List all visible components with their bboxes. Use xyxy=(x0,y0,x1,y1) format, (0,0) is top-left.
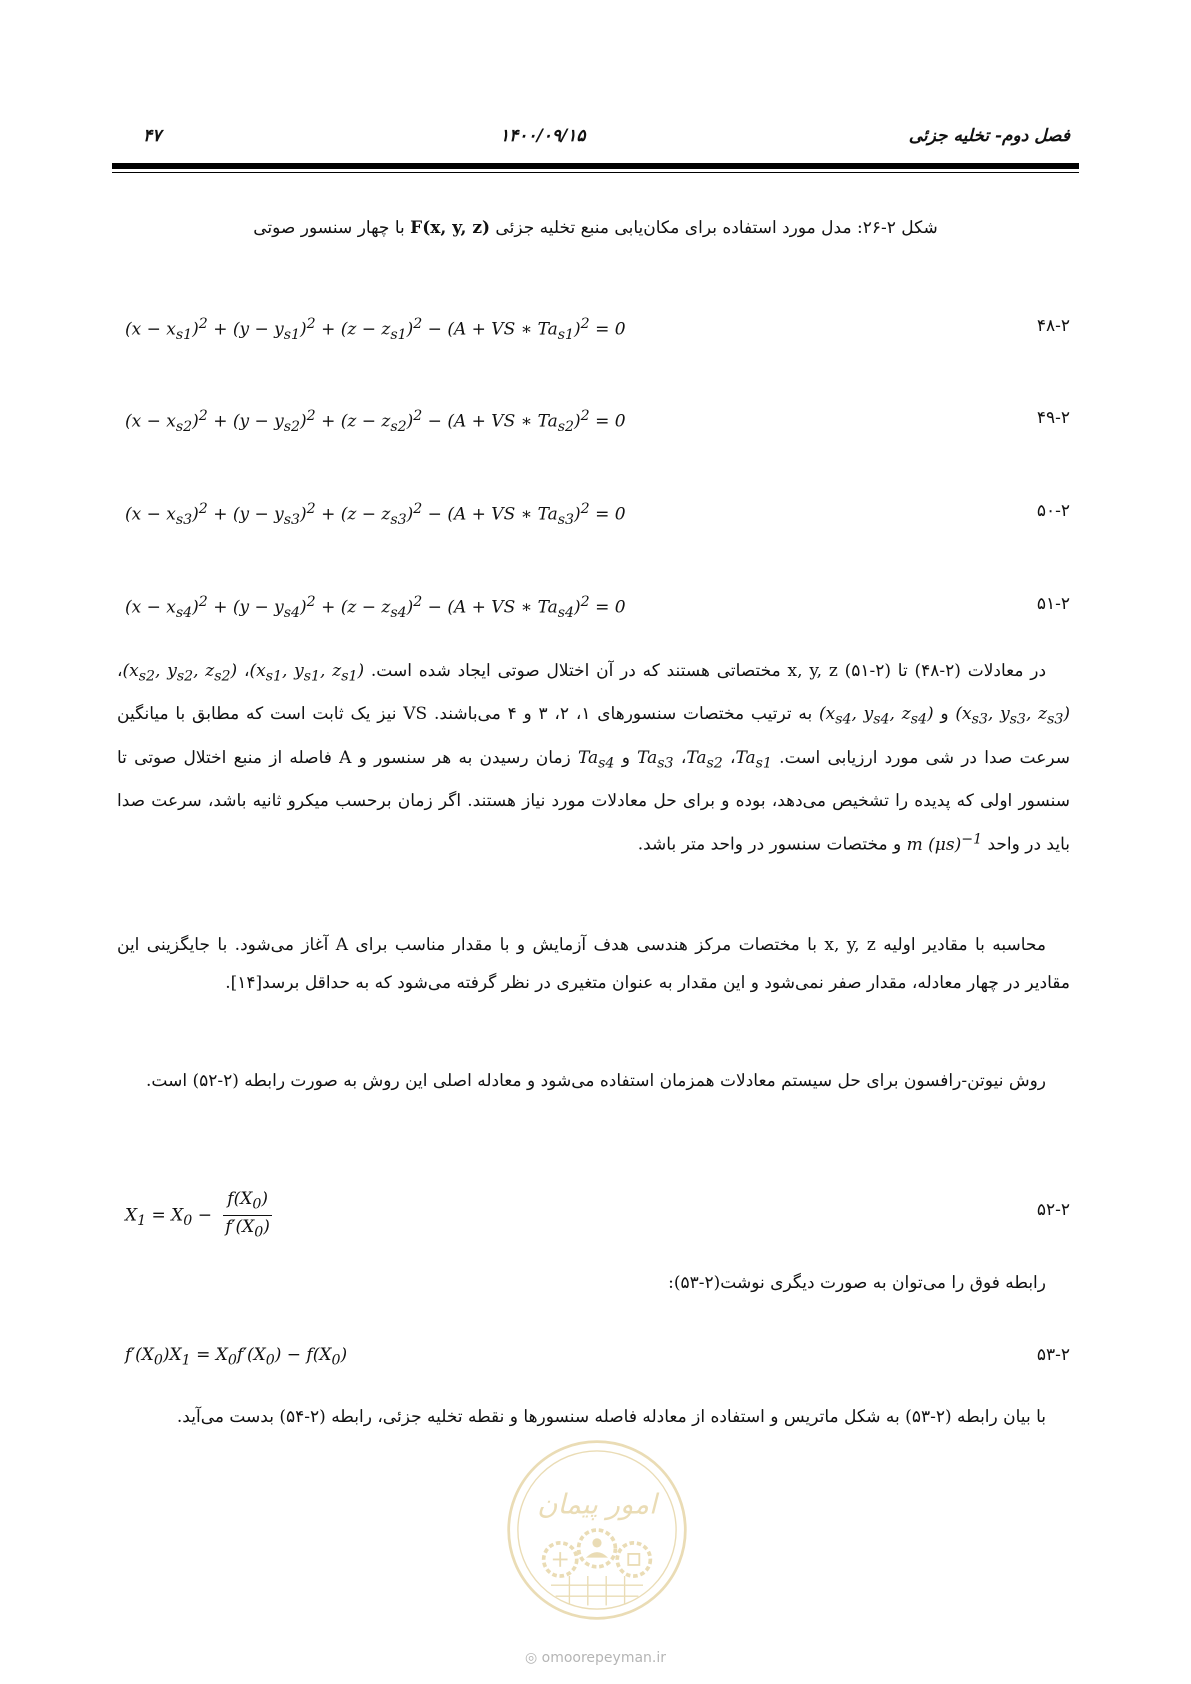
paragraph-4: رابطه فوق را می‌توان به صورت دیگری نوشت(۲-۵۳): xyxy=(668,1273,1046,1293)
paragraph-2: محاسبه با مقادیر اولیه x, y, z با مختصات مرکز هندسی هدف آزمایش و با مقدار مناسب برای A آغاز می‌شود. با جایگزینی این مقادیر در چهار معادله، مقدار صفر نمی‌شود و این مقدار به عنوان متغیری در نظر گرفته می‌شود که به حداقل برسد[۱۴]. xyxy=(117,935,1070,993)
paragraph-5: با بیان رابطه (۲-۵۳) به شکل ماتریس و استفاده از معادله فاصله سنسورها و نقطه تخلیه جزئی، رابطه (۲-۵۴) بدست می‌آید. xyxy=(176,1407,1046,1427)
p1-coord-s3: ($x_{s3}$, $y_{s3}$, $z_{s3}$) xyxy=(955,704,1071,728)
p1-unit: m $(\mu s)^{-1}$ xyxy=(906,831,983,855)
equation-48 xyxy=(125,316,1070,346)
watermark-site-text: omoorepeyman.ir xyxy=(541,1650,667,1666)
equation-51-number: ۵۱-۲ xyxy=(1036,594,1070,614)
p1-ta-s3: $Ta_{s3}$ xyxy=(637,747,674,772)
p1-coord-s4: ($x_{s4}$, $y_{s4}$, $z_{s4}$) xyxy=(818,704,934,728)
p1-sep-3: ، xyxy=(722,747,736,768)
p1-xyz: x, y, z xyxy=(787,661,838,681)
equation-53-number: ۵۳-۲ xyxy=(1036,1345,1070,1365)
equation-51 xyxy=(125,594,1070,624)
equation-50-math: $(x - x_{s3})^2 + (y - y_{s3})^2 + (z - z_{s3})^2 - (A$ + VS ∗ $Ta_{s3})^2 = 0$ xyxy=(125,501,626,529)
watermark-site: ◎ omoorepeyman.ir xyxy=(524,1650,667,1666)
paragraph-1 xyxy=(117,652,1070,864)
p1-ta-s1: $Ta_{s1}$ xyxy=(735,747,772,772)
p1-text-g: به ترتیب مختصات سنسورهای ۱، ۲، ۳ و ۴ می‌باشند. VS نیز یک ثابت است که مطابق با میانگین سرعت صدا در شی مورد ارزیابی است. xyxy=(117,704,1071,768)
equation-49-math: $(x - x_{s2})^2 + (y - y_{s2})^2 + (z - z_{s2})^2 - (A$ + VS ∗ $Ta_{s2})^2 = 0$ xyxy=(125,408,626,436)
caption-function: F(x, y, z) xyxy=(410,218,491,238)
header-rule-thin xyxy=(112,172,1079,173)
header-rule-thick xyxy=(112,163,1079,169)
equation-52-number: ۵۲-۲ xyxy=(1036,1200,1070,1220)
equation-50-number: ۵۰-۲ xyxy=(1036,501,1070,521)
equation-53 xyxy=(125,1345,1070,1375)
equation-52 xyxy=(125,1188,1070,1240)
equation-52-fraction: $\frac{f(X_0)}{f'(X_0)}$ xyxy=(221,1188,274,1244)
p1-text-k: زمان رسیدن به هر سنسور و A فاصله از منبع اختلال صوتی تا سنسور اولی که پدیده را تشخیص می‌دهد، بوده و برای حل معادلات مورد نیاز هستند. اگر زمان برحسب میکرو ثانیه باشد، سرعت صدا باید در واحد xyxy=(117,747,1070,855)
equation-49-number: ۴۹-۲ xyxy=(1036,408,1070,428)
caption-suffix: با چهار سنسور صوتی xyxy=(253,218,411,238)
equation-49 xyxy=(125,408,1070,438)
p1-and-2: و xyxy=(614,747,638,768)
header-date: ۱۴۰۰/۰۹/۱۵ xyxy=(500,126,586,146)
equation-48-math: $(x - x_{s1})^2 + (y - y_{s1})^2 + (z - z_{s1})^2 - (A$ + VS ∗ $Ta_{s1})^2 = 0$ xyxy=(125,316,626,344)
p1-sep-1: ، xyxy=(237,661,250,681)
p1-coord-s2: ($x_{s2}$, $y_{s2}$, $z_{s2}$) xyxy=(122,661,238,685)
p1-text-l: و مختصات سنسور در واحد متر باشد. xyxy=(637,834,907,855)
watermark-logo xyxy=(505,1438,689,1622)
watermark-logo-text: امور پیمان xyxy=(537,1487,657,1521)
chapter-title: فصل دوم- تخلیه جزئی xyxy=(908,126,1070,146)
equation-51-math: $(x - x_{s4})^2 + (y - y_{s4})^2 + (z - z_{s4})^2 - (A$ + VS ∗ $Ta_{s4})^2 = 0$ xyxy=(125,594,626,622)
paragraph-3: روش نیوتن-رافسون برای حل سیستم معادلات همزمان استفاده می‌شود و معادله اصلی این روش به صورت رابطه (۲-۵۲) است. xyxy=(146,1071,1046,1091)
figure-caption xyxy=(112,218,1079,238)
caption-prefix: شکل ۲-۲۶: مدل مورد استفاده برای مکان‌یابی منبع تخلیه جزئی xyxy=(490,218,938,238)
p1-and-1: و xyxy=(933,704,956,725)
p1-text-a: در معادلات (۲-۴۸) تا (۲-۵۱) xyxy=(837,661,1047,681)
equation-52-math: $X_1 = X_0$ − $\frac{f(X_0)}{f'(X_0)}$ xyxy=(125,1188,278,1244)
p1-ta-s2: $Ta_{s2}$ xyxy=(686,747,723,772)
equation-50 xyxy=(125,501,1070,531)
p1-text-c: مختصاتی هستند که در آن اختلال صوتی ایجاد شده است. xyxy=(364,661,788,681)
equation-48-number: ۴۸-۲ xyxy=(1036,316,1070,336)
page-number: ۴۷ xyxy=(143,126,162,146)
p1-coord-s1: ($x_{s1}$, $y_{s1}$, $z_{s1}$) xyxy=(249,661,365,685)
equation-53-math: $f'(X_0)X_1 = X_0f'(X_0) - f(X_0)$ xyxy=(125,1345,348,1369)
p1-ta-s4: $Ta_{s4}$ xyxy=(578,747,615,772)
p1-sep-2: ، xyxy=(117,661,123,681)
p1-sep-4: ، xyxy=(673,747,687,768)
